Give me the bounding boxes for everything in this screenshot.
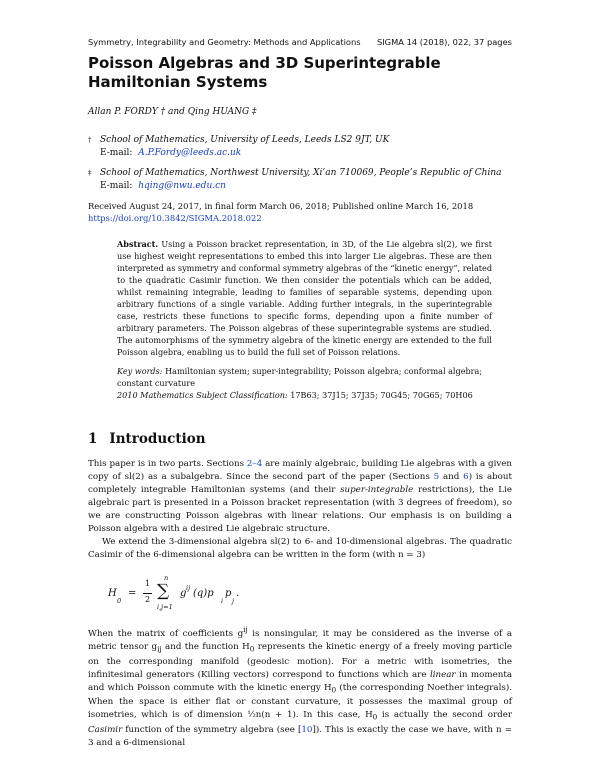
eq-equals: = bbox=[128, 588, 137, 599]
text-run: and the function H bbox=[161, 641, 250, 652]
abstract-text: Using a Poisson bracket representation, in 3D, of the Lie algebra sl(2), we first use highest weight representations to embed this into larger Lie algebras. These are then interpreted as symmetry and conformal symmetry algebras of the “kinetic energy”, related to the quadratic Casimir function. We then consider the potentials which can be added, whilst remaining integrable, leading to families of separable systems, depending upon arbitrary functions of a single variable. Adding further integrals, in the superintegrable case, restricts these functions to specific forms, depending upon a finite number of arbitrary parameters. The Poisson algebras of these superintegrable systems are studied. The automorphisms of the symmetry algebra of the kinetic energy are extended to the full Poisson algebra, enabling us to build the full set of Poisson relations. bbox=[117, 239, 492, 357]
eq-period: . bbox=[236, 588, 240, 599]
text-run: ) is about completely integrable Hamiltonian systems (and their bbox=[88, 472, 512, 495]
keywords-label: Key words: bbox=[117, 366, 163, 376]
text-run: When the matrix of coefficients g bbox=[88, 628, 244, 639]
msc-classification bbox=[117, 390, 492, 400]
emphasis: linear bbox=[429, 669, 456, 680]
eq-sum-lower: i,j=1 bbox=[157, 603, 173, 611]
affiliation-2 bbox=[88, 167, 501, 193]
publication-dates: Received August 24, 2017, in final form March 06, 2018; Published online March 16, 2018 bbox=[88, 201, 474, 211]
eq-frac-num: 1 bbox=[145, 579, 151, 588]
eq-lhs: H bbox=[108, 588, 117, 599]
affiliation-mark: ‡ bbox=[88, 169, 92, 177]
email-link[interactable]: hqing@nwu.edu.cn bbox=[138, 181, 226, 191]
eq-p2: p bbox=[225, 588, 232, 599]
eq-frac-den: 2 bbox=[145, 595, 151, 604]
eq-frac-bar bbox=[143, 593, 152, 594]
paragraph-2: We extend the 3-dimensional algebra sl(2) to 6- and 10-dimensional algebras. The quadratic Casimir of the 6-dimensional algebra can be written in the form (with n = 3) bbox=[88, 537, 512, 560]
text-run: are mainly algebraic, building Lie algebras with a given copy of sl(2) as a subalgebra. Since the second part of the paper (Sections bbox=[88, 459, 513, 482]
eq-sum-symbol: ∑ bbox=[157, 581, 170, 601]
section-number: 1 bbox=[88, 431, 98, 447]
section-heading bbox=[88, 431, 206, 447]
text-run: ]). This is exactly the case we have, with n = 3 and a 6-dimensional bbox=[88, 725, 512, 749]
affiliation-institution: School of Mathematics, Northwest University, Xi’an 710069, People’s Republic of China bbox=[100, 168, 502, 178]
eq-p-sub-j: j bbox=[232, 597, 235, 605]
doi-link[interactable]: https://doi.org/10.3842/SIGMA.2018.022 bbox=[88, 213, 262, 223]
citation-link[interactable]: 10 bbox=[301, 725, 313, 736]
abstract bbox=[117, 238, 492, 358]
affiliation-email-line bbox=[100, 147, 389, 160]
section-ref-link[interactable]: 5 bbox=[433, 472, 440, 482]
affiliation-email-line bbox=[100, 180, 501, 193]
paragraph-3 bbox=[88, 623, 512, 750]
email-link[interactable]: A.P.Fordy@leeds.ac.uk bbox=[138, 148, 242, 158]
eq-lhs-sub: 0 bbox=[117, 597, 122, 605]
subscript: 0 bbox=[249, 644, 255, 654]
keywords bbox=[117, 365, 492, 389]
msc-codes: 17B63; 37J15; 37J35; 70G45; 70G65; 70H06 bbox=[290, 390, 473, 400]
text-run: function of the symmetry algebra (see [ bbox=[122, 725, 302, 736]
text-run: (the corresponding Noether integrals). When the space is either flat or constant curvature, it possesses the maximal group of isometries, which is of dimension ½n(n + 1). In this case, H bbox=[88, 682, 512, 721]
section-ref-link[interactable]: 6 bbox=[463, 472, 469, 482]
superscript: ij bbox=[243, 625, 248, 634]
email-label: E-mail: bbox=[100, 181, 133, 191]
paper-title: Poisson Algebras and 3D Superintegrable Hamiltonian Systems bbox=[88, 54, 441, 91]
affiliation-mark: † bbox=[88, 136, 92, 144]
text-run: is actually the second order bbox=[377, 710, 512, 721]
keywords-text: Hamiltonian system; super-integrability; Poisson algebra; conformal algebra; constant curvature bbox=[117, 366, 483, 388]
section-title-text: Introduction bbox=[109, 431, 206, 447]
casimir-equation bbox=[108, 574, 408, 612]
subscript: 0 bbox=[372, 713, 378, 723]
msc-label: 2010 Mathematics Subject Classification: bbox=[117, 390, 288, 400]
running-head bbox=[88, 37, 512, 47]
journal-name: Symmetry, Integrability and Geometry: Methods and Applications bbox=[88, 37, 361, 47]
subscript: ij bbox=[157, 644, 162, 654]
authors: Allan P. FORDY † and Qing HUANG ‡ bbox=[88, 107, 257, 117]
emphasis: super-integrable bbox=[340, 485, 414, 495]
text-run: represents the kinetic energy of a freely moving particle on the corresponding manifold (geodesic motion). For a metric with isometries, the infinitesimal generators (Killing vectors) correspond to functions which are bbox=[88, 641, 512, 680]
eq-metric-sup: ij bbox=[186, 584, 191, 592]
eq-metric: g bbox=[180, 588, 187, 599]
publication-info bbox=[88, 200, 473, 224]
abstract-label: Abstract. bbox=[117, 239, 159, 249]
emphasis: Casimir bbox=[88, 725, 123, 736]
text-run: and bbox=[439, 472, 464, 482]
text-run: is nonsingular, it may be considered as the inverse of a metric tensor g bbox=[88, 628, 513, 652]
eq-sum-upper: n bbox=[164, 574, 169, 582]
email-label: E-mail: bbox=[100, 148, 133, 158]
eq-args: (q)p bbox=[193, 588, 214, 599]
affiliation-1 bbox=[88, 134, 389, 160]
text-run: This paper is in two parts. Sections bbox=[88, 459, 247, 469]
text-run: in momenta and which Poisson commute with the kinetic energy H bbox=[88, 669, 512, 693]
eq-p-sub-i: i bbox=[221, 597, 224, 605]
section-ref-link[interactable]: 2–4 bbox=[246, 459, 263, 469]
subscript: 0 bbox=[331, 685, 337, 695]
paragraph-1 bbox=[88, 458, 512, 536]
affiliation-institution: School of Mathematics, University of Leeds, Leeds LS2 9JT, UK bbox=[100, 135, 390, 145]
text-run: restrictions), the Lie algebraic part is presented in a Poisson bracket representation (with 3 degrees of freedom), so we are constructing Poisson algebras with linear relations. Our emphasis is on building a Poisson algebra with a desired Lie algebraic structure. bbox=[88, 485, 512, 534]
journal-citation: SIGMA 14 (2018), 022, 37 pages bbox=[376, 37, 512, 47]
